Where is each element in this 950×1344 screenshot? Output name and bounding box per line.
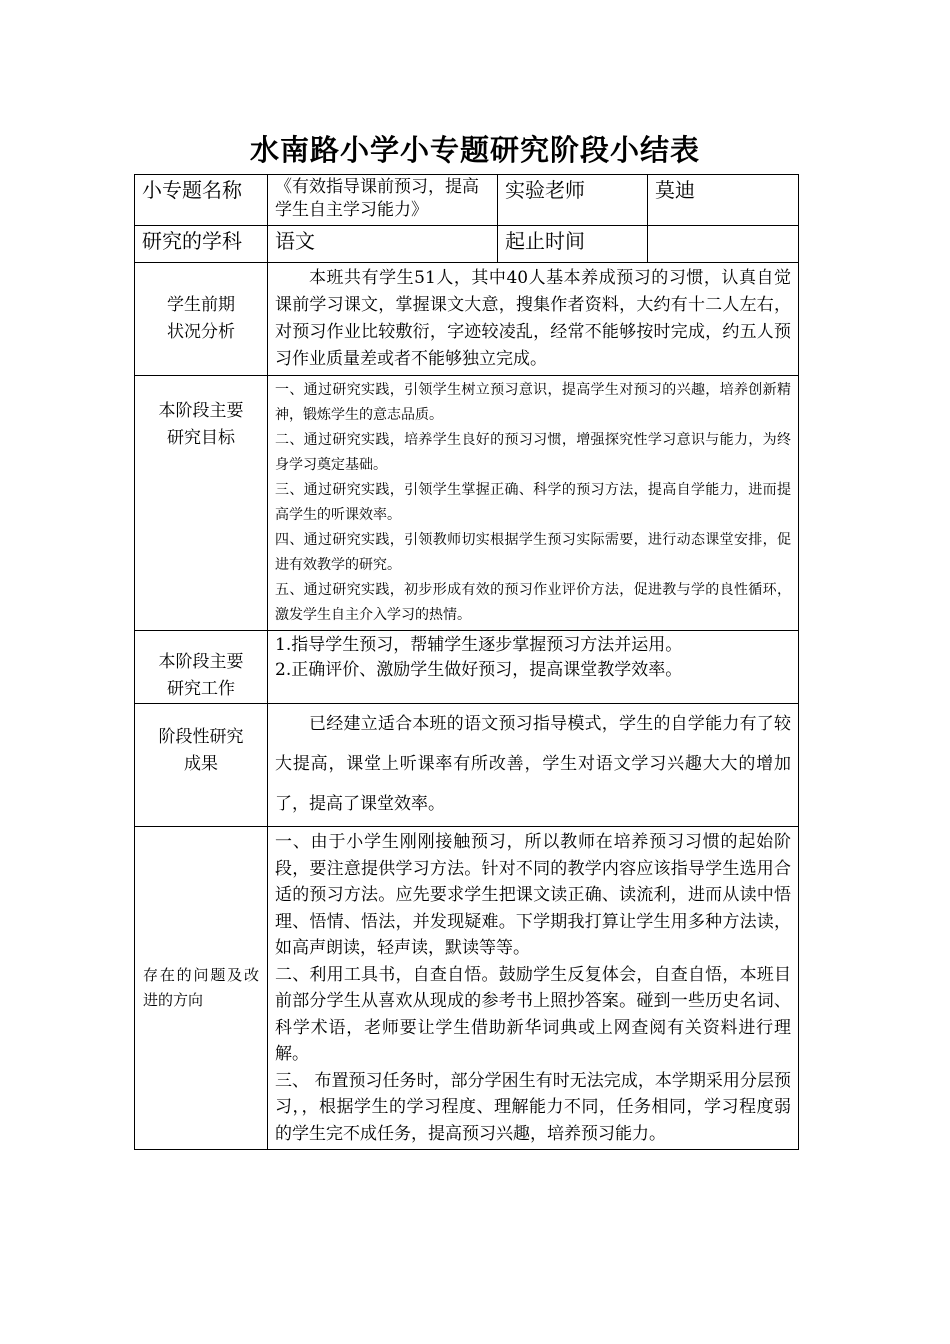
period-value — [648, 226, 799, 263]
period-label: 起止时间 — [498, 226, 648, 263]
results-text: 已经建立适合本班的语文预习指导模式，学生的自学能力有了较大提高，课堂上听课率有所改善，学生对语文学习兴趣大大的增加了，提高了课堂效率。 — [275, 714, 791, 814]
goal-item: 五、通过研究实践，初步形成有效的预习作业评价方法，促进教与学的良性循环，激发学生自主介入学习的热情。 — [275, 582, 791, 623]
work-row — [135, 631, 799, 704]
goal-item: 二、通过研究实践，培养学生良好的预习习惯，增强探究性学习意识与能力，为终身学习奠定基础。 — [275, 432, 791, 473]
problem-item: 三、 布置预习任务时，部分学困生有时无法完成，本学期采用分层预习，，根据学生的学习程度、理解能力不同，任务相同，学习程度弱的学生完不成任务，提高预习兴趣，培养预习能力。 — [275, 1070, 791, 1144]
summary-table — [134, 174, 799, 1150]
subject-label: 研究的学科 — [135, 226, 268, 263]
analysis-cell — [268, 263, 799, 376]
goals-row — [135, 376, 799, 631]
results-row — [135, 704, 799, 827]
problem-item: 一、由于小学生刚刚接触预习，所以教师在培养预习习惯的起始阶段，要注意提供学习方法。针对不同的教学内容应该指导学生选用合适的预习方法。应先要求学生把课文读正确、读流利，进而从读中悟理、悟情、悟法，并发现疑难。下学期我打算让学生用多种方法读，如高声朗读，轻声读，默读等等。 — [275, 832, 791, 958]
goal-item: 四、通过研究实践，引领教师切实根据学生预习实际需要，进行动态课堂安排，促进有效教学的研究。 — [275, 532, 791, 573]
topic-value: 《有效指导课前预习，提高学生自主学习能力》 — [268, 175, 498, 226]
goals-cell — [268, 376, 799, 631]
analysis-text: 本班共有学生51人，其中40人基本养成预习的习惯，认真自觉课前学习课文，掌握课文大意，搜集作者资料，大约有十二人左右，对预习作业比较敷衍，字迹较凌乱，经常不能够按时完成，约五人预习作业质量差或者不能够独立完成。 — [275, 268, 791, 369]
page-title: 水南路小学小专题研究阶段小结表 — [249, 133, 700, 167]
problems-label: 存在的问题及改进的方向 — [143, 966, 259, 1009]
goals-label: 本阶段主要研究目标 — [135, 376, 268, 631]
work-item: 2.正确评价、激励学生做好预习，提高课堂教学效率。 — [275, 660, 683, 680]
subject-row — [135, 226, 799, 263]
teacher-label: 实验老师 — [498, 175, 648, 226]
work-label: 本阶段主要研究工作 — [135, 631, 268, 704]
work-cell — [268, 631, 799, 704]
results-label: 阶段性研究成果 — [135, 704, 268, 827]
work-item: 1.指导学生预习，帮辅学生逐步掌握预习方法并运用。 — [275, 635, 683, 655]
analysis-row — [135, 263, 799, 376]
topic-label: 小专题名称 — [135, 175, 268, 226]
goal-item: 一、通过研究实践，引领学生树立预习意识，提高学生对预习的兴趣，培养创新精神，锻炼学生的意志品质。 — [275, 382, 791, 423]
results-cell — [268, 704, 799, 827]
subject-value: 语文 — [268, 226, 498, 263]
problem-item: 二、利用工具书，自查自悟。鼓励学生反复体会，自查自悟，本班目前部分学生从喜欢从现成的参考书上照抄答案。碰到一些历史名词、科学术语，老师要让学生借助新华词典或上网查阅有关资料进行理解。 — [275, 964, 791, 1064]
problems-cell — [268, 827, 799, 1150]
topic-row — [135, 175, 799, 226]
analysis-label: 学生前期状况分析 — [135, 263, 268, 376]
goal-item: 三、通过研究实践，引领学生掌握正确、科学的预习方法，提高自学能力，进而提高学生的听课效率。 — [275, 482, 791, 523]
problems-label-cell — [135, 827, 268, 1150]
problems-row — [135, 827, 799, 1150]
teacher-value: 莫迪 — [648, 175, 799, 226]
